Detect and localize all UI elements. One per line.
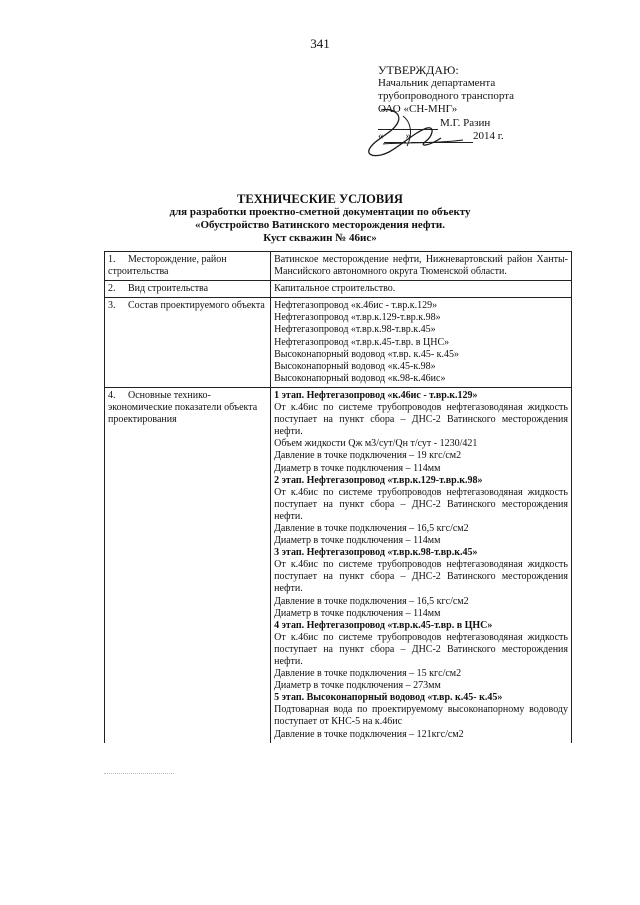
date-quote-close: » bbox=[405, 130, 411, 142]
content-line: Давление в точке подключения – 121кгс/см2 bbox=[274, 728, 464, 740]
document-heading bbox=[150, 193, 490, 245]
row-number: 1. bbox=[108, 254, 116, 265]
row-label-cell bbox=[105, 281, 271, 298]
content-line: Диаметр в точке подключения – 114мм bbox=[274, 462, 441, 474]
heading-title: ТЕХНИЧЕСКИЕ УСЛОВИЯ bbox=[237, 192, 403, 206]
content-line: Подтоварная вода по проектируемому высоконапорному водоводу поступает от КНС-5 на к.46ис bbox=[274, 704, 568, 728]
table-row bbox=[105, 298, 572, 388]
stage-heading: 3 этап. Нефтегазопровод «т.вр.к.98-т.вр.к.45» bbox=[274, 547, 478, 559]
row-content-cell bbox=[271, 298, 572, 388]
content-line: Диаметр в точке подключения – 114мм bbox=[274, 535, 441, 547]
content-line: Давление в точке подключения – 19 кгс/см2 bbox=[274, 450, 462, 462]
content-line: Высоконапорный водовод «т.вр. к.45- к.45» bbox=[274, 348, 460, 360]
content-line: Капитальное строительство. bbox=[274, 283, 396, 295]
content-line: От к.46ис по системе трубопроводов нефтегазоводяная жидкость поступает на пункт сбора – ДНС-2 Ватинского месторождения нефти. bbox=[274, 559, 568, 595]
content-line: Нефтегазопровод «к.46ис - т.вр.к.129» bbox=[274, 300, 438, 312]
row-label: Основные технико-экономические показатели объекта проектирования bbox=[108, 389, 258, 426]
row-label-cell bbox=[105, 387, 271, 742]
approval-line: Начальник департамента bbox=[378, 77, 496, 89]
technical-conditions-table bbox=[104, 251, 572, 743]
date-quote-open: « bbox=[378, 130, 384, 142]
approval-title: УТВЕРЖДАЮ: bbox=[378, 63, 459, 77]
date-year: 2014 г. bbox=[473, 130, 504, 142]
content-line: От к.46ис по системе трубопроводов нефтегазоводяная жидкость поступает на пункт сбора – ДНС-2 Ватинского месторождения нефти. bbox=[274, 631, 568, 667]
content-line: Высоконапорный водовод «к.98-к.46ис» bbox=[274, 372, 446, 384]
heading-line: для разработки проектно-сметной документации по объекту bbox=[169, 206, 471, 218]
row-number: 3. bbox=[108, 300, 116, 312]
row-number: 2. bbox=[108, 283, 116, 295]
table-row bbox=[105, 281, 572, 298]
content-line: Давление в точке подключения – 16,5 кгс/см2 bbox=[274, 522, 469, 534]
content-line: От к.46ис по системе трубопроводов нефтегазоводяная жидкость поступает на пункт сбора – ДНС-2 Ватинского месторождения нефти. bbox=[274, 402, 568, 438]
page-number: 341 bbox=[310, 36, 330, 51]
signatory-name: М.Г. Разин bbox=[440, 117, 491, 129]
stage-heading: 5 этап. Высоконапорный водовод «т.вр. к.45- к.45» bbox=[274, 692, 503, 704]
content-line: Объем жидкости Qж м3/сут/Qн т/сут - 1230/421 bbox=[274, 438, 478, 450]
stage-heading: 2 этап. Нефтегазопровод «т.вр.к.129-т.вр.к.98» bbox=[274, 474, 483, 486]
content-line: Давление в точке подключения – 16,5 кгс/см2 bbox=[274, 595, 469, 607]
row-label: Вид строительства bbox=[128, 283, 209, 295]
heading-line: Куст скважин № 46ис» bbox=[263, 232, 377, 244]
row-content-cell bbox=[271, 387, 572, 742]
row-label-cell bbox=[105, 298, 271, 388]
row-content-cell bbox=[271, 281, 572, 298]
content-line: Диаметр в точке подключения – 114мм bbox=[274, 607, 441, 619]
heading-line: «Обустройство Ватинского месторождения нефти. bbox=[194, 219, 445, 231]
row-label-cell bbox=[105, 252, 271, 281]
content-line: Нефтегазопровод «т.вр.к.129-т.вр.к.98» bbox=[274, 312, 441, 324]
approval-line: трубопроводного транспорта bbox=[378, 90, 515, 102]
scan-artifact-line bbox=[104, 773, 174, 774]
table-row bbox=[105, 252, 572, 281]
handwritten-signature bbox=[363, 102, 473, 162]
content-line: Давление в точке подключения – 15 кгс/см2 bbox=[274, 668, 462, 680]
content-line: Высоконапорный водовод «к.45-к.98» bbox=[274, 360, 436, 372]
content-line: От к.46ис по системе трубопроводов нефтегазоводяная жидкость поступает на пункт сбора – ДНС-2 Ватинского месторождения нефти. bbox=[274, 486, 568, 522]
approval-line: ОАО «СН-МНГ» bbox=[378, 103, 458, 115]
row-label: Состав проектируемого объекта bbox=[128, 300, 265, 312]
row-label: Месторождение, район строительства bbox=[108, 254, 227, 278]
content-line: Диаметр в точке подключения – 273мм bbox=[274, 680, 441, 692]
stage-heading: 4 этап. Нефтегазопровод «т.вр.к.45-т.вр. в ЦНС» bbox=[274, 619, 493, 631]
content-line: Нефтегазопровод «т.вр.к.98-т.вр.к.45» bbox=[274, 324, 436, 336]
table-row bbox=[105, 387, 572, 742]
content-line: Ватинское месторождение нефти, Нижневартовский район Ханты-Мансийского автономного округа Тюменской области. bbox=[274, 254, 568, 278]
row-content-cell bbox=[271, 252, 572, 281]
content-line: Нефтегазопровод «т.вр.к.45-т.вр. в ЦНС» bbox=[274, 336, 450, 348]
stage-heading: 1 этап. Нефтегазопровод «к.46ис - т.вр.к.129» bbox=[274, 389, 478, 401]
row-number: 4. bbox=[108, 389, 116, 401]
